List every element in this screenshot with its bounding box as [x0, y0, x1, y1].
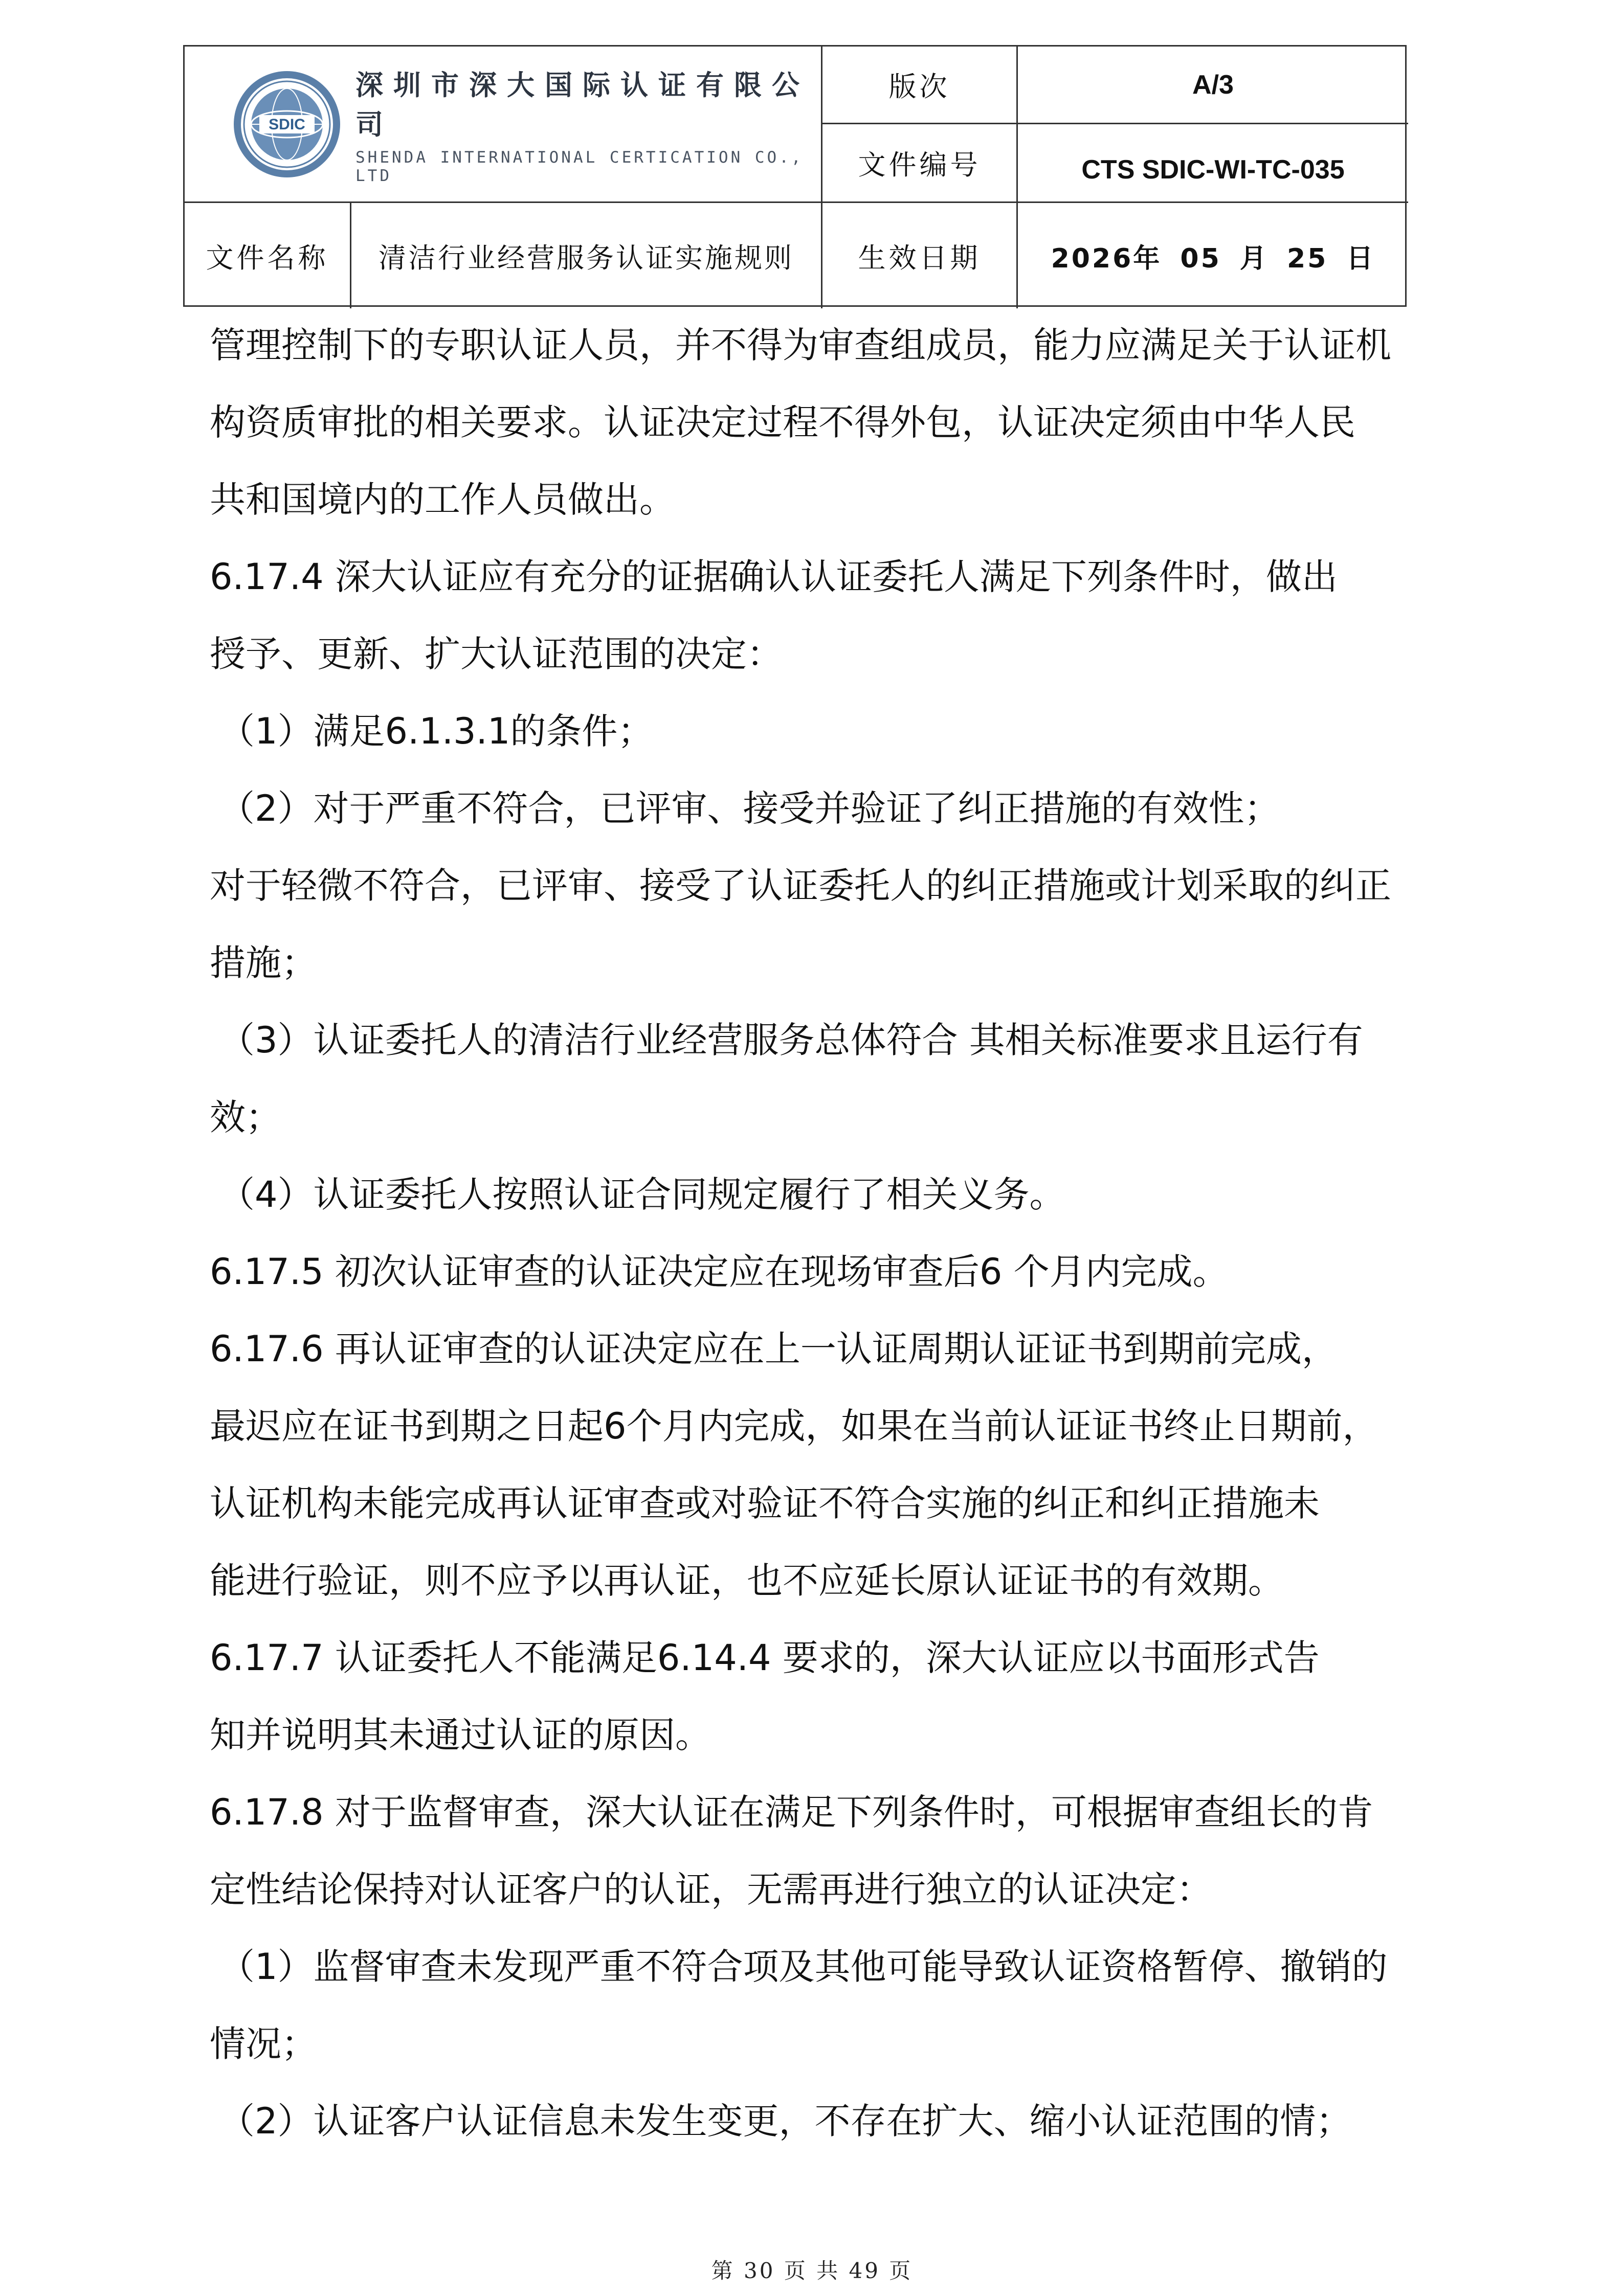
page-number: 第 30 页 共 49 页 — [711, 2258, 913, 2283]
body-line: 最迟应在证书到期之日起6个月内完成，如果在当前认证证书终止日期前， — [210, 1405, 1378, 1447]
edition-label: 版次 — [888, 71, 950, 103]
body-line: 情况； — [210, 2023, 317, 2065]
effective-date-label: 生效日期 — [858, 241, 981, 274]
svg-text:SDIC: SDIC — [269, 116, 305, 133]
list-item: （2）认证客户认证信息未发生变更，不存在扩大、缩小认证范围的情； — [219, 2100, 1352, 2142]
clause-6-17-4: 6.17.4 深大认证应有充分的证据确认认证委托人满足下列条件时，做出 — [210, 556, 1338, 598]
clause-6-17-6: 6.17.6 再认证审查的认证决定应在上一认证周期认证证书到期前完成， — [210, 1328, 1338, 1370]
body-line: 认证机构未能完成再认证审查或对验证不符合实施的纠正和纠正措施未 — [210, 1482, 1320, 1524]
edition-value: A/3 — [1192, 70, 1234, 100]
file-number-label: 文件编号 — [858, 149, 981, 181]
body-line: 定性结论保持对认证客户的认证，无需再进行独立的认证决定： — [210, 1869, 1212, 1910]
company-name-cn: 深圳市深大国际认证有限公司 — [355, 68, 810, 141]
body-line: 效； — [210, 1096, 281, 1138]
effective-date-value: 2026年 05 月 25 日 — [1051, 243, 1375, 274]
document-header-table — [183, 45, 1407, 307]
body-line: 构资质审批的相关要求。认证决定过程不得外包，认证决定须由中华人民 — [210, 401, 1355, 443]
clause-6-17-5: 6.17.5 初次认证审查的认证决定应在现场审查后6 个月内完成。 — [210, 1251, 1229, 1293]
body-line: 知并说明其未通过认证的原因。 — [210, 1714, 711, 1756]
file-name-value: 清洁行业经营服务认证实施规则 — [379, 241, 794, 274]
company-name-en: SHENDA INTERNATIONAL CERTICATION CO., LTD — [355, 148, 804, 185]
list-item: （3）认证委托人的清洁行业经营服务总体符合 其相关标准要求且运行有 — [219, 1019, 1363, 1061]
body-line: 对于轻微不符合，已评审、接受了认证委托人的纠正措施或计划采取的纠正 — [210, 865, 1391, 907]
body-line: 授予、更新、扩大认证范围的决定： — [210, 633, 783, 675]
body-line: 能进行验证，则不应予以再认证，也不应延长原认证证书的有效期。 — [210, 1560, 1284, 1602]
body-line: 管理控制下的专职认证人员，并不得为审查组成员，能力应满足关于认证机 — [210, 324, 1391, 366]
list-item: （4）认证委托人按照认证合同规定履行了相关义务。 — [219, 1174, 1065, 1215]
file-name-label: 文件名称 — [206, 241, 329, 274]
list-item: （1）满足6.1.3.1的条件； — [219, 710, 654, 752]
file-number-value: CTS SDIC-WI-TC-035 — [1081, 154, 1345, 185]
clause-6-17-7: 6.17.7 认证委托人不能满足6.14.4 要求的，深大认证应以书面形式告 — [210, 1637, 1320, 1679]
body-line: 措施； — [210, 942, 317, 984]
list-item: （2）对于严重不符合，已评审、接受并验证了纠正措施的有效性； — [219, 787, 1280, 829]
clause-6-17-8: 6.17.8 对于监督审查，深大认证在满足下列条件时，可根据审查组长的肯 — [210, 1791, 1373, 1833]
company-seal-icon — [231, 68, 343, 181]
body-line: 共和国境内的工作人员做出。 — [210, 479, 675, 521]
document-body — [210, 307, 1478, 2160]
list-item: （1）监督审查未发现严重不符合项及其他可能导致认证资格暂停、撤销的 — [219, 1946, 1388, 1988]
company-logo-block — [185, 47, 821, 201]
